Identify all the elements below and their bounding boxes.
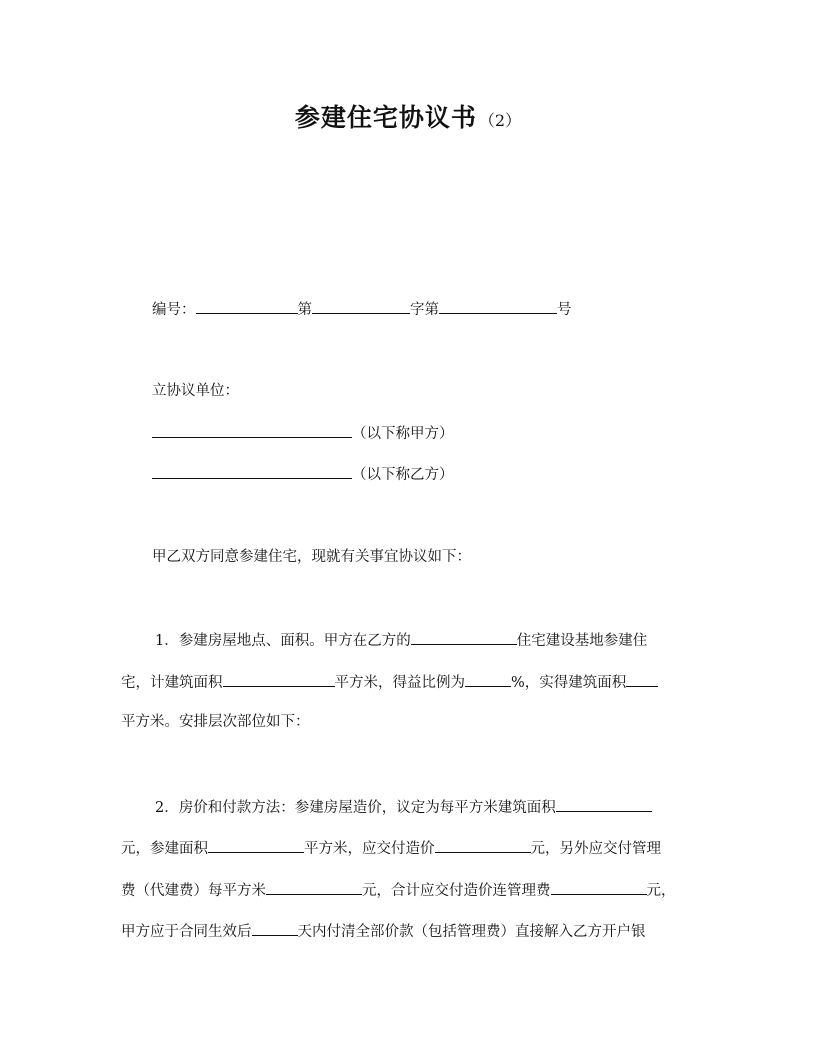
serial-part2: 字第 [410,302,439,318]
intro-paragraph: 甲乙双方同意参建住宅，现就有关事宜协议如下： [152,549,471,565]
clause2-text: 元，参建面积 [121,841,208,857]
clause1-text: 平方米，得益比例为 [334,675,465,691]
clause2-days-blank[interactable] [252,920,298,936]
clause1-text: 1．参建房屋地点、面积。甲方在乙方的 [155,633,411,649]
clause2-total-blank[interactable] [551,879,647,895]
serial-part3: 号 [557,302,572,318]
parties-heading: 立协议单位： [152,383,239,399]
party-a-line [152,422,454,444]
clause2-line1 [155,796,652,818]
title-suffix: （2） [478,111,522,130]
clause2-line2 [121,837,661,859]
party-a-suffix: （以下称甲方） [352,426,454,442]
clause1-line3: 平方米。安排层次部位如下： [121,714,310,730]
clause2-cost-blank[interactable] [435,837,531,853]
clause1-line1 [155,629,647,651]
clause1-text: %，实得建筑面积 [511,675,627,691]
clause2-unit-price-blank[interactable] [556,796,652,812]
clause2-text: 元， [646,883,676,899]
clause1-line2 [121,671,658,693]
party-b-blank[interactable] [152,463,352,479]
serial-blank-1[interactable] [196,298,298,314]
clause2-text: 天内付清全部价款（包括管理费）直接解入乙方开户银 [297,924,646,940]
clause2-line3 [121,879,676,901]
clause1-area-blank[interactable] [223,671,335,687]
clause1-text: 住宅建设基地参建住 [516,633,648,649]
clause2-text: 费（代建费）每平方米 [121,883,266,899]
serial-label: 编号： [152,302,196,318]
clause1-location-blank[interactable] [411,629,517,645]
clause2-text: 甲方应于合同生效后 [121,924,252,940]
clause1-actual-area-blank[interactable] [626,671,658,687]
party-a-blank[interactable] [152,422,352,438]
clause2-line4 [121,920,646,942]
document-title [0,98,816,134]
clause2-text: 元，另外应交付管理 [530,841,661,857]
clause2-fee-blank[interactable] [266,879,362,895]
clause2-text: 2．房价和付款方法：参建房屋造价，议定为每平方米建筑面积 [155,800,556,816]
party-b-line [152,463,454,485]
serial-blank-3[interactable] [439,298,557,314]
serial-number-line [152,298,572,320]
party-b-suffix: （以下称乙方） [352,467,454,483]
serial-part1: 第 [297,302,312,318]
clause1-text: 宅，计建筑面积 [121,675,223,691]
clause2-text: 元，合计应交付造价连管理费 [362,883,551,899]
clause1-ratio-blank[interactable] [465,671,511,687]
clause2-text: 平方米，应交付造价 [304,841,435,857]
serial-blank-2[interactable] [312,298,410,314]
title-main: 参建住宅协议书 [294,103,477,132]
clause2-area-blank[interactable] [208,837,304,853]
